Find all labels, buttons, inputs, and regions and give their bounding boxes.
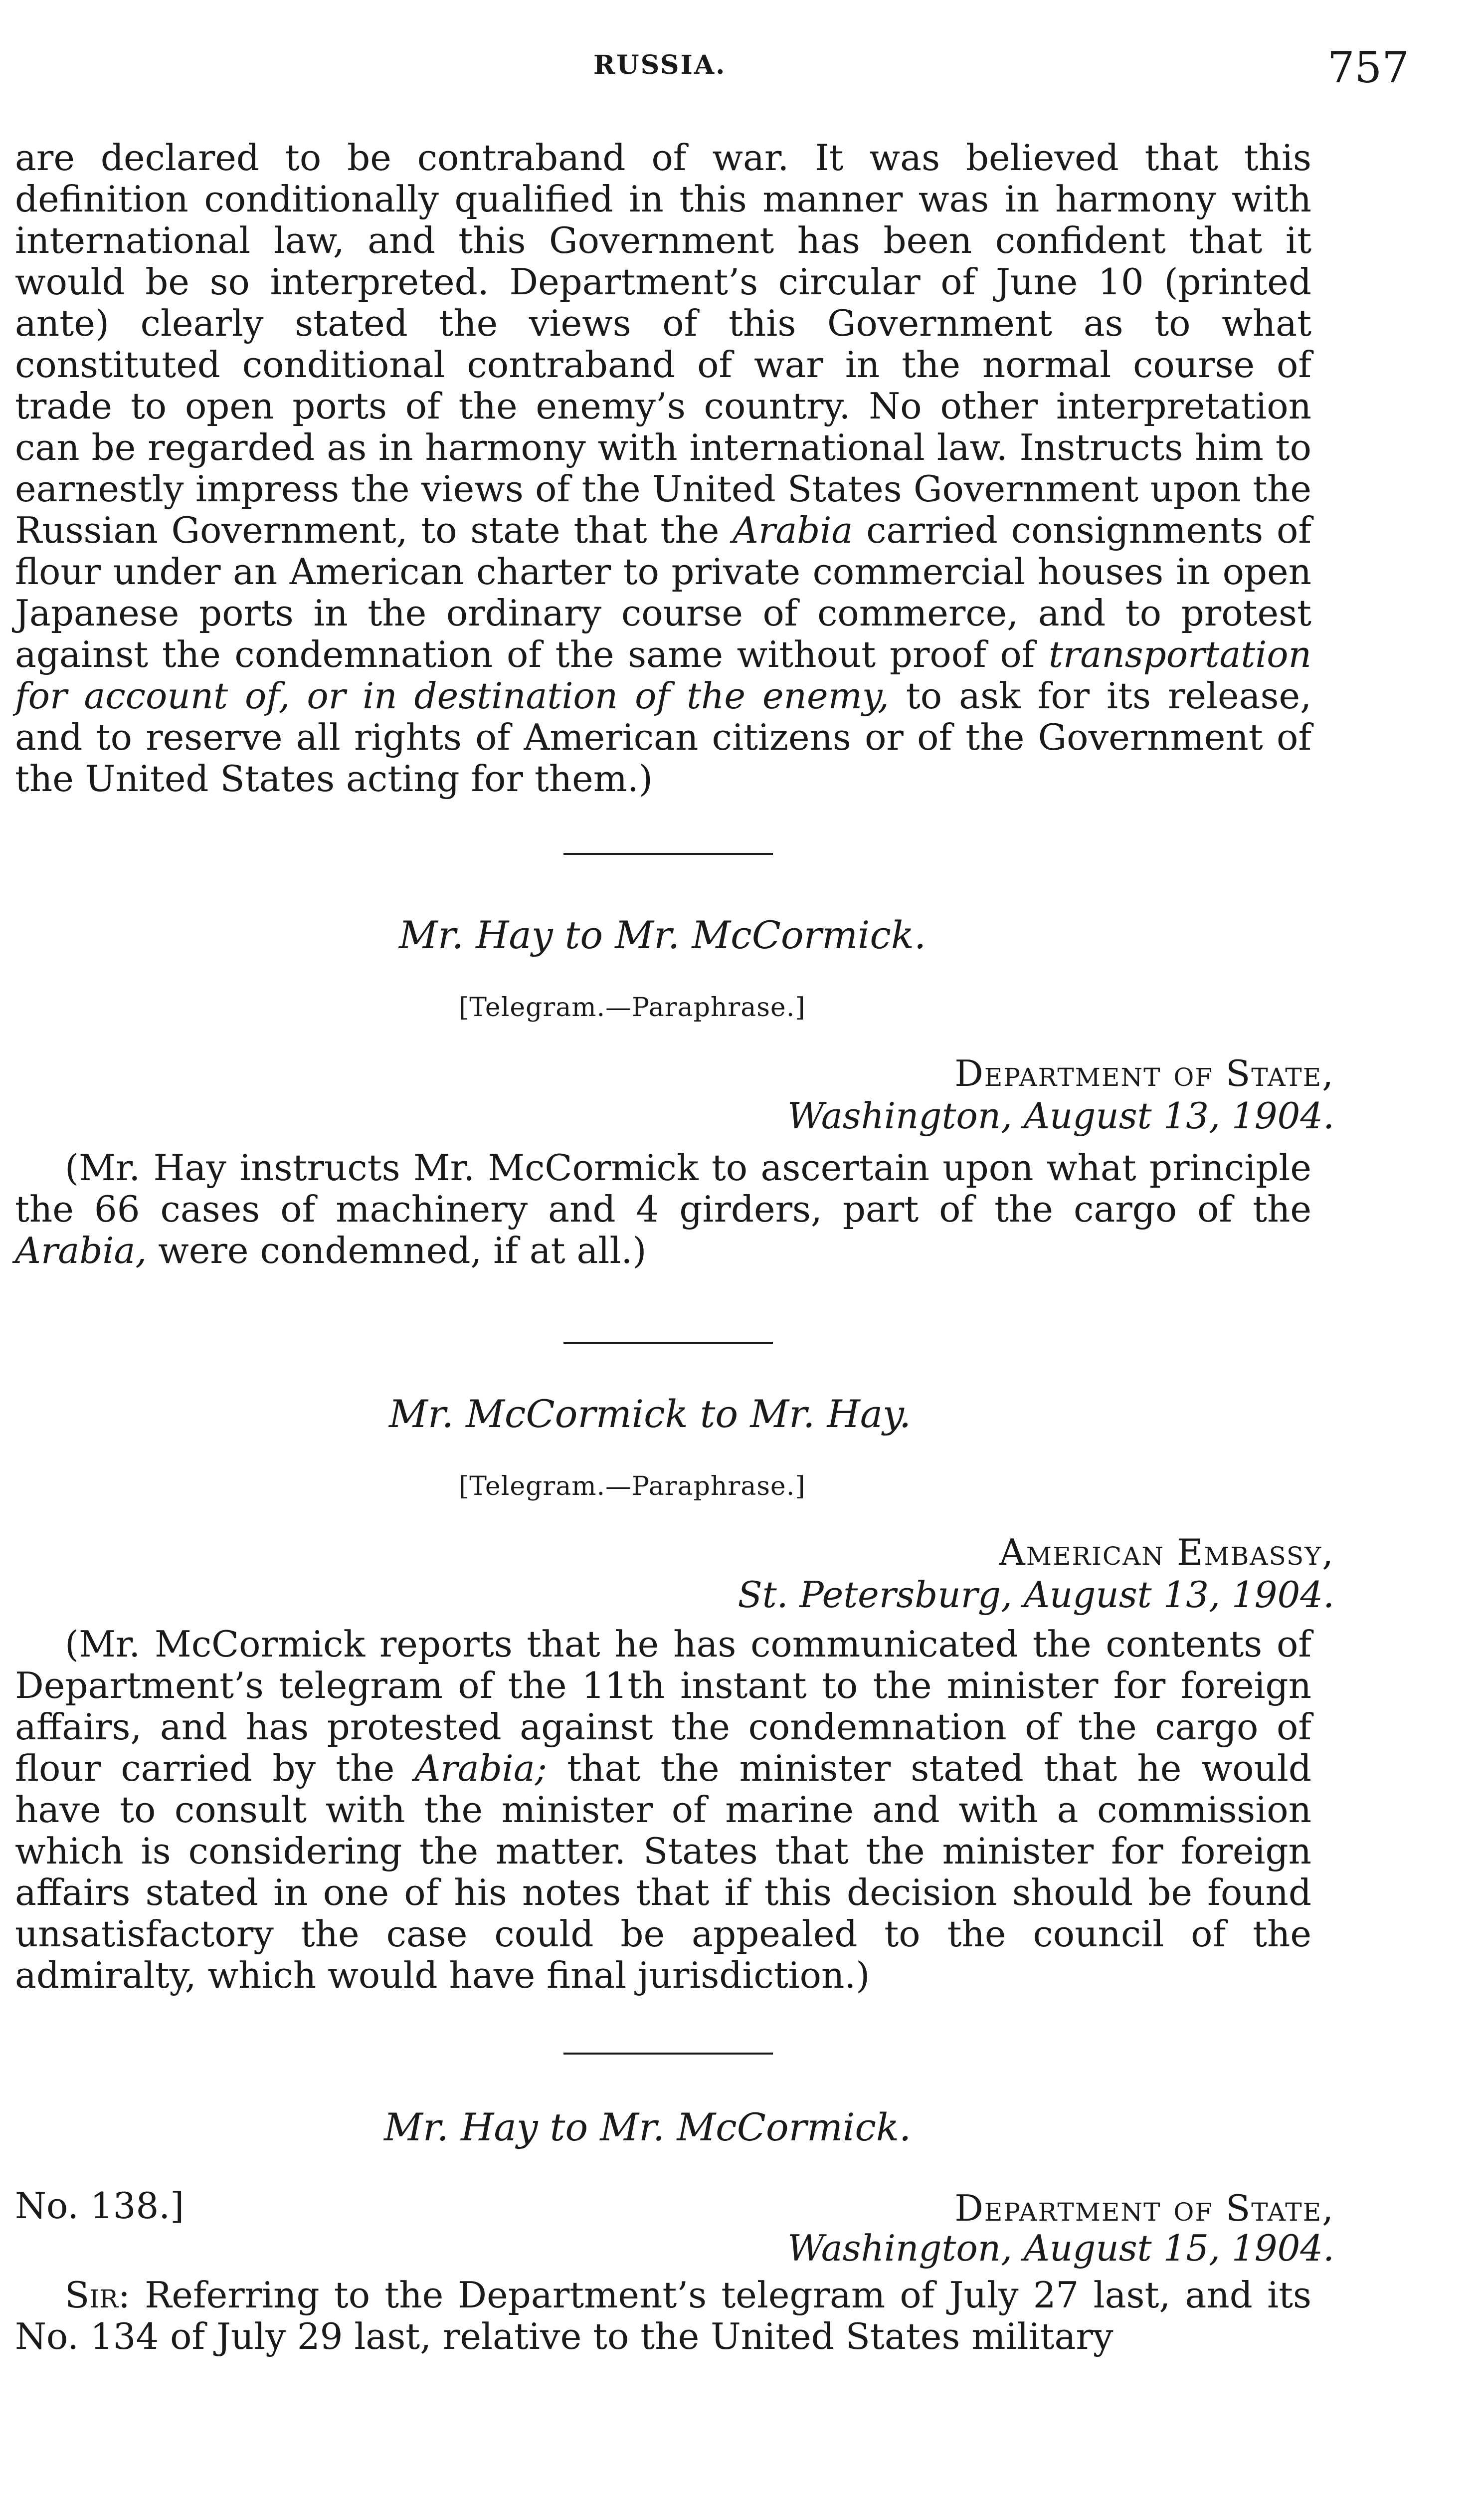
continued-paragraph [15,137,1311,800]
letter-body [15,1147,1311,1271]
running-title: RUSSIA. [593,50,727,80]
paragraph-text: carried consignments of flour under an American charter to private commercial houses in open Japanese ports in the ordinary course of commerce, and to protest against the condemnation of the same without proof of [15,509,1311,675]
telegram-note: [Telegram.—Paraphrase.] [459,993,806,1023]
paragraph-text: (Mr. Hay instructs Mr. McCormick to ascertain upon what principle the 66 cases of machinery and 4 girders, part of the cargo of the [15,1147,1311,1230]
section-divider [563,1342,773,1344]
vessel-name: Arabia [732,509,853,551]
letter-body [15,2275,1311,2357]
letter-heading: Mr. Hay to Mr. McCormick. [399,913,927,957]
paragraph-text: to ask for its release, and to reserve all rights of American citizens or of the Government of the United States acting for them.) [15,675,1312,800]
emphasized-phrase: transportation for account of, or in destination of the enemy, [15,633,1311,717]
paragraph-text: Referring to the Department’s telegram of July 27 last, and its No. 134 of July 29 last, relative to the United States military [15,2274,1311,2357]
salutation: Sir: [65,2274,130,2316]
page-number: 757 [1327,43,1409,93]
dateline: Washington, August 15, 1904. [787,2227,1334,2269]
paragraph-text: are declared to be contraband of war. It was believed that this definition conditionally qualified in this manner was in harmony with international law, and this Government has been confident that it would be so interpreted. Department’s circular of June 10 (printed ante) clearly stated the views of this Government as to what constituted conditional contraband of war in the normal course of trade to open ports of the enemy’s country. No other interpretation can be regarded as in harmony with international law. Instructs him to earnestly impress the views of the United States Government upon the Russian Government, to state that the [15,137,1311,551]
document-number: No. 138.] [15,2185,185,2227]
paragraph-text: that the minister stated that he would have to consult with the minister of marine and with a commission which is considering the matter. States that the minister for foreign affairs stated in one of his notes that if this decision should be found unsatisfactory the case could be appealed to the council of the admiralty, which would have final jurisdiction.) [15,1747,1311,1996]
paragraph-text: were condemned, if at all.) [147,1230,647,1271]
dateline: St. Petersburg, August 13, 1904. [738,1574,1334,1616]
sender-address: Department of State, [954,2187,1334,2229]
sender-address: Department of State, [954,1052,1334,1094]
vessel-name: Arabia; [414,1747,548,1789]
letter-heading: Mr. Hay to Mr. McCormick. [384,2105,912,2149]
letter-body [15,1624,1311,1996]
vessel-name: Arabia, [15,1230,147,1271]
telegram-note: [Telegram.—Paraphrase.] [459,1471,806,1501]
sender-address: American Embassy, [999,1531,1334,1573]
dateline: Washington, August 13, 1904. [787,1095,1334,1137]
section-divider [563,853,773,855]
section-divider [563,2053,773,2055]
paragraph-text: (Mr. McCormick reports that he has communicated the contents of Department’s telegram of the 11th instant to the minister for foreign affairs, and has protested against the condemnation of the cargo of flour carried by the [15,1623,1311,1789]
letter-heading: Mr. McCormick to Mr. Hay. [389,1392,912,1436]
